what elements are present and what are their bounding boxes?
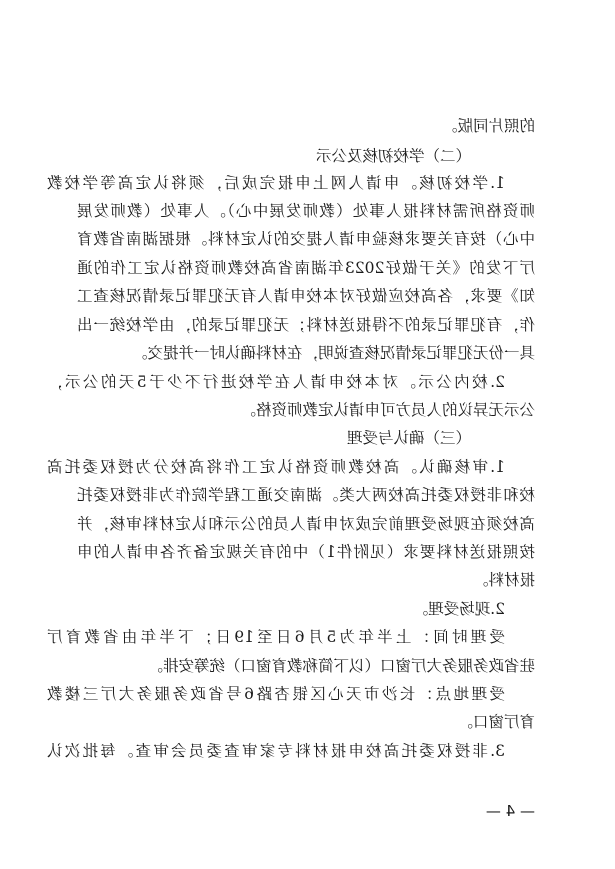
- text-line: 受理时间：上半年为5月6日至19日；下半年由省教育厅: [47, 628, 505, 646]
- text-line: 育厅窗口。: [457, 713, 535, 731]
- text-line: 报材料。: [472, 571, 535, 589]
- section-heading: （三）确认与受理: [346, 429, 471, 447]
- text-line: 师资格所需材料报人事处（教师发展中心）。人事处（教师发展: [77, 202, 535, 220]
- text-line: 具一份无犯罪记录情况核查说明，在材料确认时一并提交。: [131, 344, 535, 362]
- text-line: 按照报送材料要求（见附件1）中的有关规定备齐各申请人的申: [77, 543, 535, 561]
- page-number: — 4 —: [485, 802, 535, 820]
- text-line: 公示无异议的人员方可申请认定教师资格。: [240, 401, 535, 419]
- text-line: 高校须在现场受理前完成对申请人员的公示和认定材料审核，并: [77, 515, 535, 533]
- text-line: 知》要求，各高校应做好对本校申请人有无犯罪记录情况核查工: [77, 287, 535, 305]
- text-line: 厅下发的《关于做好2023年湖南省高校教师资格认定工作的通: [77, 259, 535, 277]
- text-line: 作，有犯罪记录的不得报送材料；无犯罪记录的，由学校统一出: [77, 316, 535, 334]
- text-line: 1.学校初核。申请人网上申报完成后，须将认定高等学校教: [47, 174, 505, 192]
- section-heading: （二）学校初核及公示: [315, 147, 471, 165]
- text-line: 1.审核确认。高校教师资格认定工作将高校分为授权委托高: [47, 458, 505, 476]
- text-line: 中心）按有关要求核验申请人提交的认定材料。根据湖南省教育: [77, 230, 535, 248]
- text-line: 校和非授权委托高校两大类。湖南交通工程学院作为非授权委托: [77, 486, 535, 504]
- text-line: 驻省政务服务大厅窗口（以下简称教育窗口）统筹安排。: [147, 657, 535, 675]
- text-line: 2.校内公示。对本校申请人在学校进行不少于5天的公示，: [47, 373, 505, 391]
- text-line: 的照片同版。: [441, 117, 535, 135]
- text-line: 受理地点：长沙市天心区银杏路6号省政务服务大厅三楼教: [47, 685, 505, 703]
- text-line: 3.非授权委托高校申报材料专家审查委员会审查。每批次认: [47, 742, 505, 760]
- text-line: 2.现场受理。: [412, 600, 505, 618]
